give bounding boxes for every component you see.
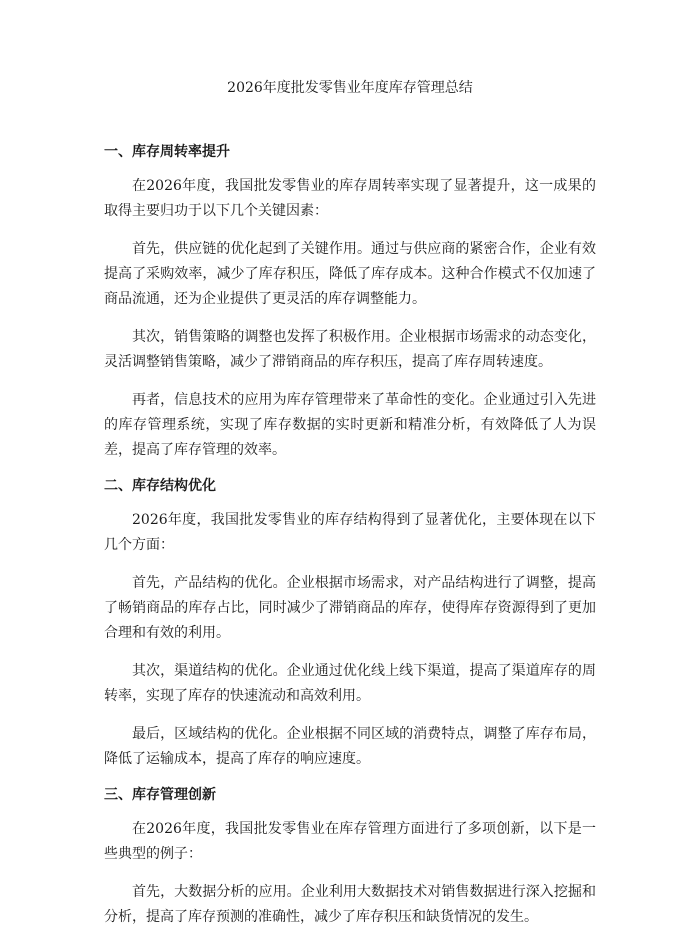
document-title: 2026年度批发零售业年度库存管理总结 (227, 80, 473, 96)
paragraph: 首先，供应链的优化起到了关键作用。通过与供应商的紧密合作，企业有效提高了采购效率，减少了库存积压，降低了库存成本。这种合作模式不仅加速了商品流通，还为企业提供了更灵活的库存调整能力。 (104, 241, 596, 307)
paragraph: 在2026年度，我国批发零售业在库存管理方面进行了多项创新，以下是一些典型的例子： (104, 821, 596, 862)
paragraph: 再者，信息技术的应用为库存管理带来了革命性的变化。企业通过引入先进的库存管理系统，实现了库存数据的实时更新和精准分析，有效降低了人为误差，提高了库存管理的效率。 (104, 392, 596, 458)
section-inventory-structure (104, 476, 596, 772)
paragraph: 其次，销售策略的调整也发挥了积极作用。企业根据市场需求的动态变化，灵活调整销售策略，减少了滞销商品的库存积压，提高了库存周转速度。 (104, 329, 596, 370)
paragraph: 在2026年度，我国批发零售业的库存周转率实现了显著提升，这一成果的取得主要归功于以下几个关键因素： (104, 178, 596, 219)
section-inventory-innovation (104, 785, 596, 930)
paragraph: 2026年度，我国批发零售业的库存结构得到了显著优化，主要体现在以下几个方面： (104, 512, 596, 553)
paragraph: 首先，大数据分析的应用。企业利用大数据技术对销售数据进行深入挖掘和分析，提高了库存预测的准确性，减少了库存积压和缺货情况的发生。 (104, 884, 596, 925)
section-heading: 一、库存周转率提升 (104, 144, 230, 160)
paragraph: 首先，产品结构的优化。企业根据市场需求，对产品结构进行了调整，提高了畅销商品的库存占比，同时减少了滞销商品的库存，使得库存资源得到了更加合理和有效的利用。 (104, 575, 596, 641)
paragraph: 其次，渠道结构的优化。企业通过优化线上线下渠道，提高了渠道库存的周转率，实现了库存的快速流动和高效利用。 (104, 663, 596, 704)
section-heading: 三、库存管理创新 (104, 787, 216, 803)
section-inventory-turnover (104, 142, 596, 463)
section-heading: 二、库存结构优化 (104, 478, 216, 494)
paragraph: 最后，区域结构的优化。企业根据不同区域的消费特点，调整了库存布局，降低了运输成本，提高了库存的响应速度。 (104, 726, 596, 767)
